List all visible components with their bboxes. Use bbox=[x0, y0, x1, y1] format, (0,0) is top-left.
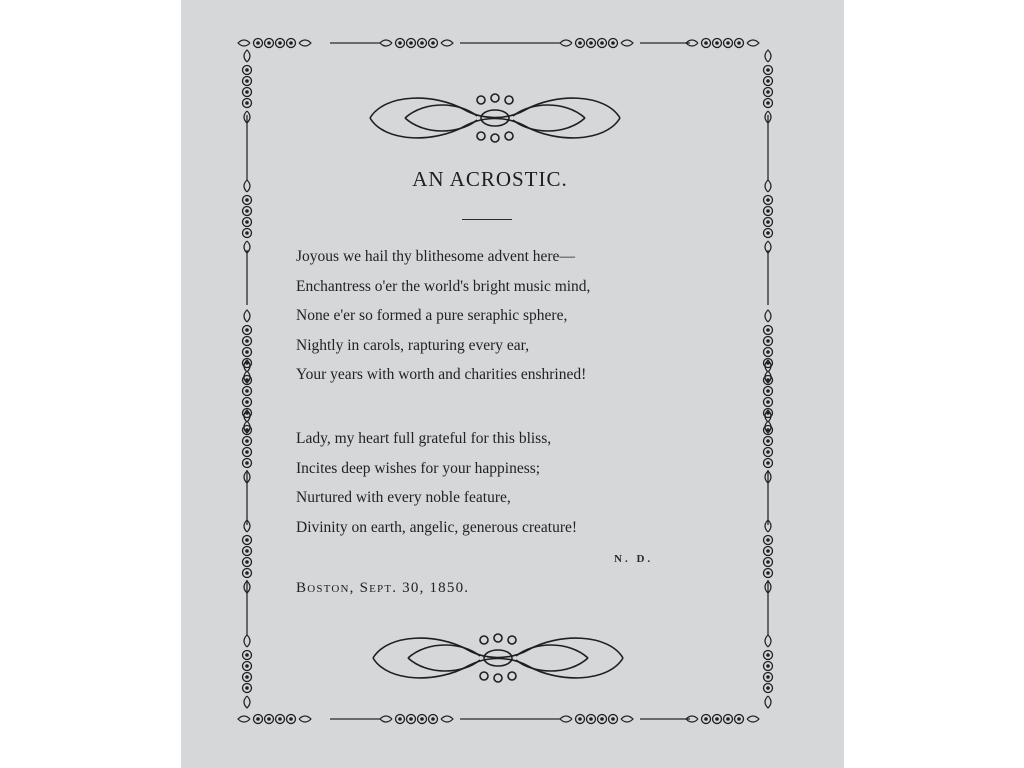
poem-line: Joyous we hail thy blithesome advent here— bbox=[296, 248, 575, 265]
poem-title: AN ACROSTIC. bbox=[412, 167, 568, 191]
stanza-2 bbox=[296, 424, 577, 542]
poem-line: Lady, my heart full grateful for this bliss, bbox=[296, 430, 552, 447]
stanza-1 bbox=[296, 242, 590, 390]
calligraphic-flourish-bottom bbox=[368, 628, 628, 688]
title-rule bbox=[462, 219, 512, 220]
poem-line: Your years with worth and charities enshrined! bbox=[296, 366, 587, 383]
poem-line: None e'er so formed a pure seraphic sphere, bbox=[296, 307, 568, 324]
calligraphic-flourish-top bbox=[365, 88, 625, 148]
poem-line: Nurtured with every noble feature, bbox=[296, 489, 511, 506]
dateline: Boston, Sept. 30, 1850. bbox=[296, 580, 470, 596]
poem-line: Enchantress o'er the world's bright music mind, bbox=[296, 277, 591, 295]
poem-line: Divinity on earth, angelic, generous creature! bbox=[296, 518, 578, 536]
poem-line: Incites deep wishes for your happiness; bbox=[296, 459, 541, 477]
author-signature: N. D. bbox=[614, 553, 654, 565]
poem-line: Nightly in carols, rapturing every ear, bbox=[296, 336, 530, 354]
